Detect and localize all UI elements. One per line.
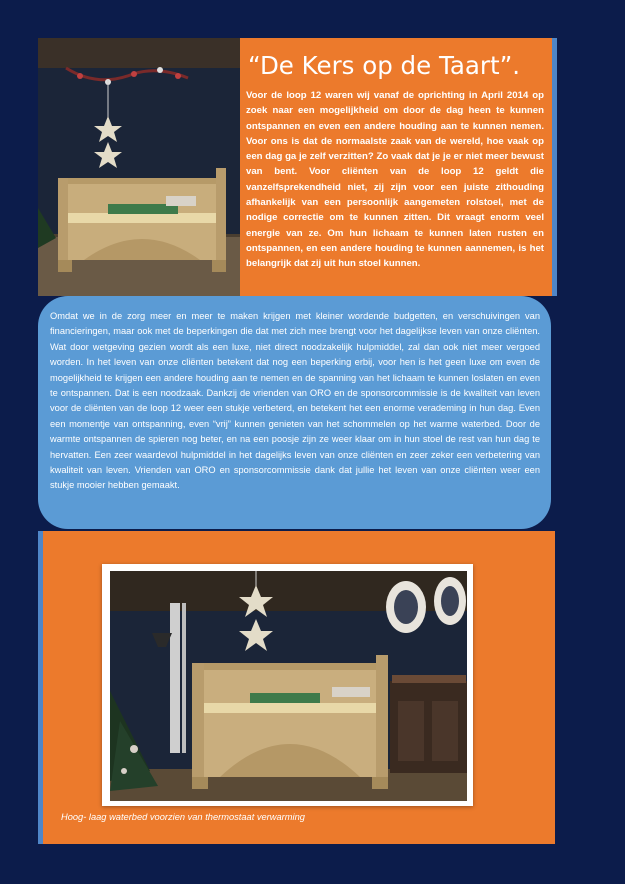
- photo-panel-edge: [38, 531, 43, 844]
- waterbed-photo-bottom-illustration: [110, 571, 467, 801]
- article-title: “De Kers op de Taart”.: [248, 51, 521, 80]
- intro-panel-edge: [552, 38, 557, 296]
- waterbed-photo-bottom: [110, 571, 467, 801]
- body-paragraph: Omdat we in de zorg meer en meer te maken krijgen met kleiner wordende budgetten, en verschuivingen van financieringen, maar ook met de beperkingen die dat met zich mee brengt voor het dagelijkse leven van onze cliënten. Wat door wetgeving gezien wordt als een luxe, niet direct noodzakelijk hulpmiddel, zal dan ook niet meer vergoed worden. In het leven van onze cliënten betekent dat nog een beperking erbij, voor hen is het geen luxe om even de mogelijkheid te krijgen een andere houding aan te nemen en de spanning van het lichaam te kunnen loslaten en even te ontspannen. Dat is een noodzaak. Dankzij de vrienden van ORO en de sponsorcommissie is de kwaliteit van leven voor de cliënten van de loop 12 weer een stukje verbeterd, en betekent het een enorme verademing in hun dag. Even een momentje van ontspanning, even “vrij” kunnen genieten van het schommelen op het warme waterbed. Door de warmte ontspannen de spieren nog beter, en na een poosje zijn ze weer klaar om in hun stoel de rest van hun dag te hervatten. Een zeer waardevol hulpmiddel in het dagelijks leven van onze cliënten en zeer zeker een verbetering van kwaliteit van leven. Vrienden van ORO en sponsorcommissie dank dat jullie het leven van onze cliënten weer een stukje mooier hebben gemaakt.: [50, 311, 540, 491]
- waterbed-photo-top: [38, 38, 240, 296]
- photo-caption: Hoog- laag waterbed voorzien van thermostaat verwarming: [61, 812, 305, 822]
- intro-paragraph: Voor de loop 12 waren wij vanaf de oprichting in April 2014 op zoek naar een mogelijkheid om door de dag heen te kunnen ontspannen en even een andere houding aan te kunnen nemen. Voor ons is dat de normaalste zaak van de wereld, hoe vaak op een dag ga je zelf verzitten? Zo vaak dat je je er niet meer bewust van bent. Voor cliënten van de loop 12 geldt die vanzelfsprekendheid niet, zij zijn voor een juiste zithouding afhankelijk van een persoonlijk aangemeten rolstoel, met de nodige correctie om te kunnen zitten. Dit vraagt enorm veel energie van ze. Om hun lichaam te kunnen laten rusten en ontspannen, en een andere houding te kunnen aannemen, is het belangrijk dat zij uit hun stoel kunnen.: [246, 90, 544, 270]
- waterbed-photo-top-illustration: [38, 38, 240, 296]
